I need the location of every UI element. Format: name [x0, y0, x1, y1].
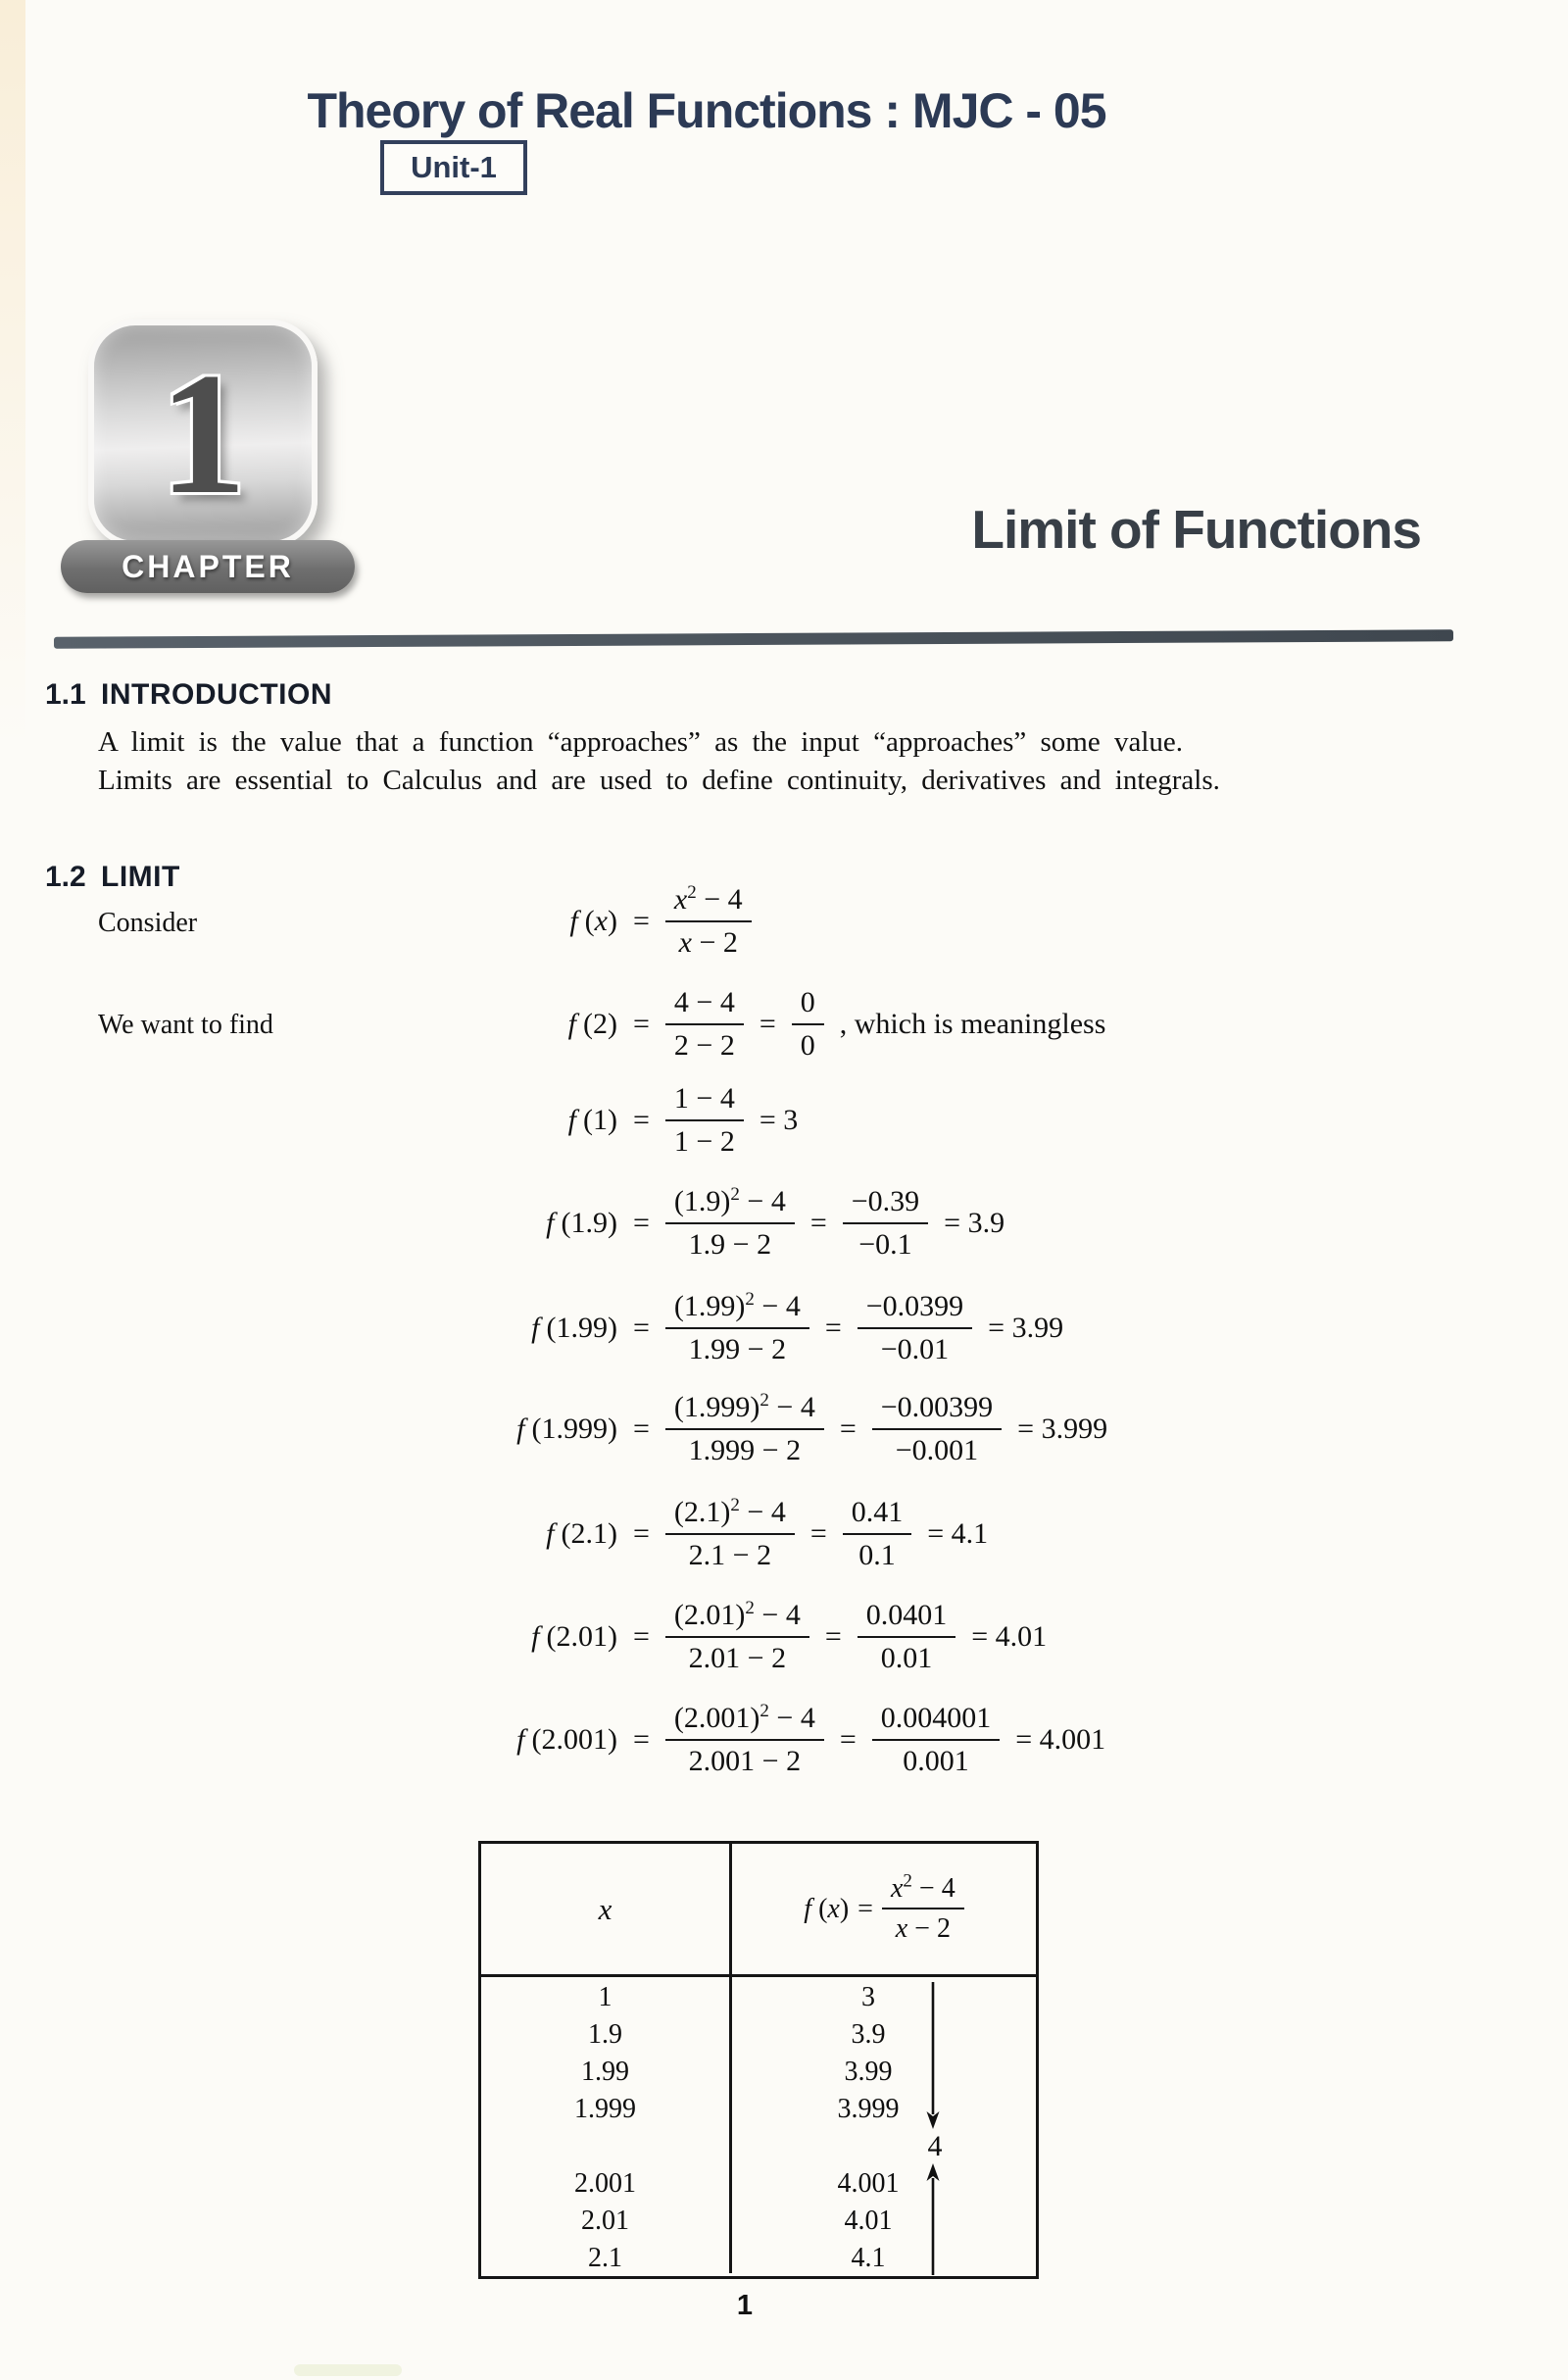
equation-f2: f (2) = $\frac{4 - 4}{2 - 2}$ = $\frac{0}{0}$ , which is meaningless — [567, 986, 1106, 1062]
intro-line-2: Limits are essential to Calculus and are used to define continuity, derivatives and integrals. — [98, 765, 1220, 796]
intro-line-1: A limit is the value that a function “approaches” as the input “approaches” some value. — [98, 726, 1184, 758]
fraction: $\frac{-0.39}{-0.1}$ — [843, 1184, 928, 1263]
fx-value: 4.01 — [844, 2206, 893, 2236]
chapter-label: CHAPTER — [122, 548, 294, 584]
fraction: $\frac{0}{0}$ — [792, 985, 824, 1064]
chapter-number-badge — [88, 320, 318, 547]
chapter-label-pill — [61, 540, 355, 593]
section-heading-limit: LIMIT — [101, 861, 180, 893]
x-value: 1 — [598, 1982, 612, 2012]
x-value: 1.999 — [574, 2094, 636, 2124]
x-value: 2.1 — [588, 2243, 622, 2273]
table-header-x: x — [481, 1844, 732, 1974]
section-number-intro: 1.1 — [45, 678, 86, 711]
unit-badge — [380, 140, 527, 195]
fx-value: 3.99 — [844, 2057, 893, 2087]
fraction: $\frac{(2.01)^2 - 4}{2.01 - 2}$ — [665, 1598, 809, 1676]
section-number-limit: 1.2 — [45, 861, 86, 893]
fraction: $\frac{(2.1)^2 - 4}{2.1 - 2}$ — [665, 1495, 795, 1573]
fx-value: 4.1 — [851, 2243, 886, 2273]
table-column-x — [481, 1977, 732, 2273]
fx-value: 4.001 — [837, 2168, 900, 2199]
table-body — [481, 1977, 1036, 2273]
equation-f1-9: f (1.9) = $\frac{(1.9)^2 - 4}{1.9 - 2}$ = $\frac{-0.39}{-0.1}$ = 3.9 — [546, 1184, 1005, 1261]
equation-f1-999: f (1.999) = $\frac{(1.999)^2 - 4}{1.999 - 2}$ = $\frac{-0.00399}{-0.001}$ = 3.999 — [516, 1390, 1108, 1466]
fraction: $\frac{0.004001}{0.001}$ — [872, 1701, 1001, 1779]
x-value: 2.01 — [581, 2206, 629, 2236]
fraction: $\frac{(1.99)^2 - 4}{1.99 - 2}$ — [665, 1289, 809, 1367]
x-value: 2.001 — [574, 2168, 636, 2199]
fraction: $\frac{x^2 - 4}{x - 2}$ — [665, 882, 752, 961]
fraction: $\frac{1 - 4}{1 - 2}$ — [665, 1081, 744, 1160]
consider-label: Consider — [98, 908, 198, 938]
equation-f2-01: f (2.01) = $\frac{(2.01)^2 - 4}{2.01 - 2}$ = $\frac{0.0401}{0.01}$ = 4.01 — [531, 1598, 1048, 1674]
fraction: $\frac{(1.999)^2 - 4}{1.999 - 2}$ — [665, 1390, 824, 1468]
intro-paragraph — [98, 723, 1539, 800]
fx-value: 3.9 — [851, 2019, 886, 2050]
header-divider — [54, 629, 1453, 648]
page-number: 1 — [736, 2290, 754, 2321]
section-heading-intro: INTRODUCTION — [101, 678, 332, 711]
table-column-fx — [732, 1977, 1036, 2273]
x-value: 1.99 — [581, 2057, 629, 2087]
values-table — [478, 1841, 1039, 2279]
gap-row — [481, 2128, 729, 2165]
x-value: 1.9 — [588, 2019, 622, 2050]
limit-value: 4 — [927, 2130, 943, 2162]
course-title: Theory of Real Functions : MJC - 05 — [307, 83, 1106, 138]
chapter-title: Limit of Functions — [971, 499, 1421, 560]
fraction: $\frac{-0.0399}{-0.01}$ — [858, 1289, 972, 1367]
equation-fx: f (x) = $\frac{x^2 - 4}{x - 2}$ — [294, 863, 1372, 980]
fraction: $\frac{x^2 - 4}{x - 2}$ — [882, 1872, 964, 1945]
fraction: $\frac{-0.00399}{-0.001}$ — [872, 1390, 1002, 1468]
equation-f1-99: f (1.99) = $\frac{(1.99)^2 - 4}{1.99 - 2}$ = $\frac{-0.0399}{-0.01}$ = 3.99 — [531, 1289, 1064, 1365]
up-arrow-icon — [924, 2163, 942, 2275]
equation-f1: f (1) = $\frac{1 - 4}{1 - 2}$ = 3 — [567, 1082, 799, 1158]
equation-f2-001: f (2.001) = $\frac{(2.001)^2 - 4}{2.001 - 2}$ = $\frac{0.004001}{0.001}$ = 4.001 — [516, 1701, 1106, 1777]
chapter-number: 1 — [159, 336, 247, 530]
fx-value: 3 — [861, 1982, 875, 2012]
equation-f2-1: f (2.1) = $\frac{(2.1)^2 - 4}{2.1 - 2}$ = $\frac{0.41}{0.1}$ = 4.1 — [546, 1495, 989, 1571]
table-header-fx: f (x) = $\frac{x^2 - 4}{x - 2}$ — [732, 1844, 1036, 1974]
fraction: $\frac{4 - 4}{2 - 2}$ — [665, 985, 744, 1064]
table-header-row — [481, 1844, 1036, 1977]
fraction: $\frac{0.41}{0.1}$ — [843, 1495, 912, 1573]
fraction: $\frac{(2.001)^2 - 4}{2.001 - 2}$ — [665, 1701, 824, 1779]
find-label: We want to find — [98, 1010, 273, 1040]
fx-value: 3.999 — [837, 2094, 900, 2124]
fraction: $\frac{0.0401}{0.01}$ — [858, 1598, 956, 1676]
meaningless-note: , which is meaningless — [839, 1008, 1106, 1040]
scan-smudge — [294, 2364, 402, 2376]
fraction: $\frac{(1.9)^2 - 4}{1.9 - 2}$ — [665, 1184, 795, 1263]
down-arrow-icon — [924, 1982, 942, 2129]
unit-badge-label: Unit-1 — [411, 150, 497, 184]
